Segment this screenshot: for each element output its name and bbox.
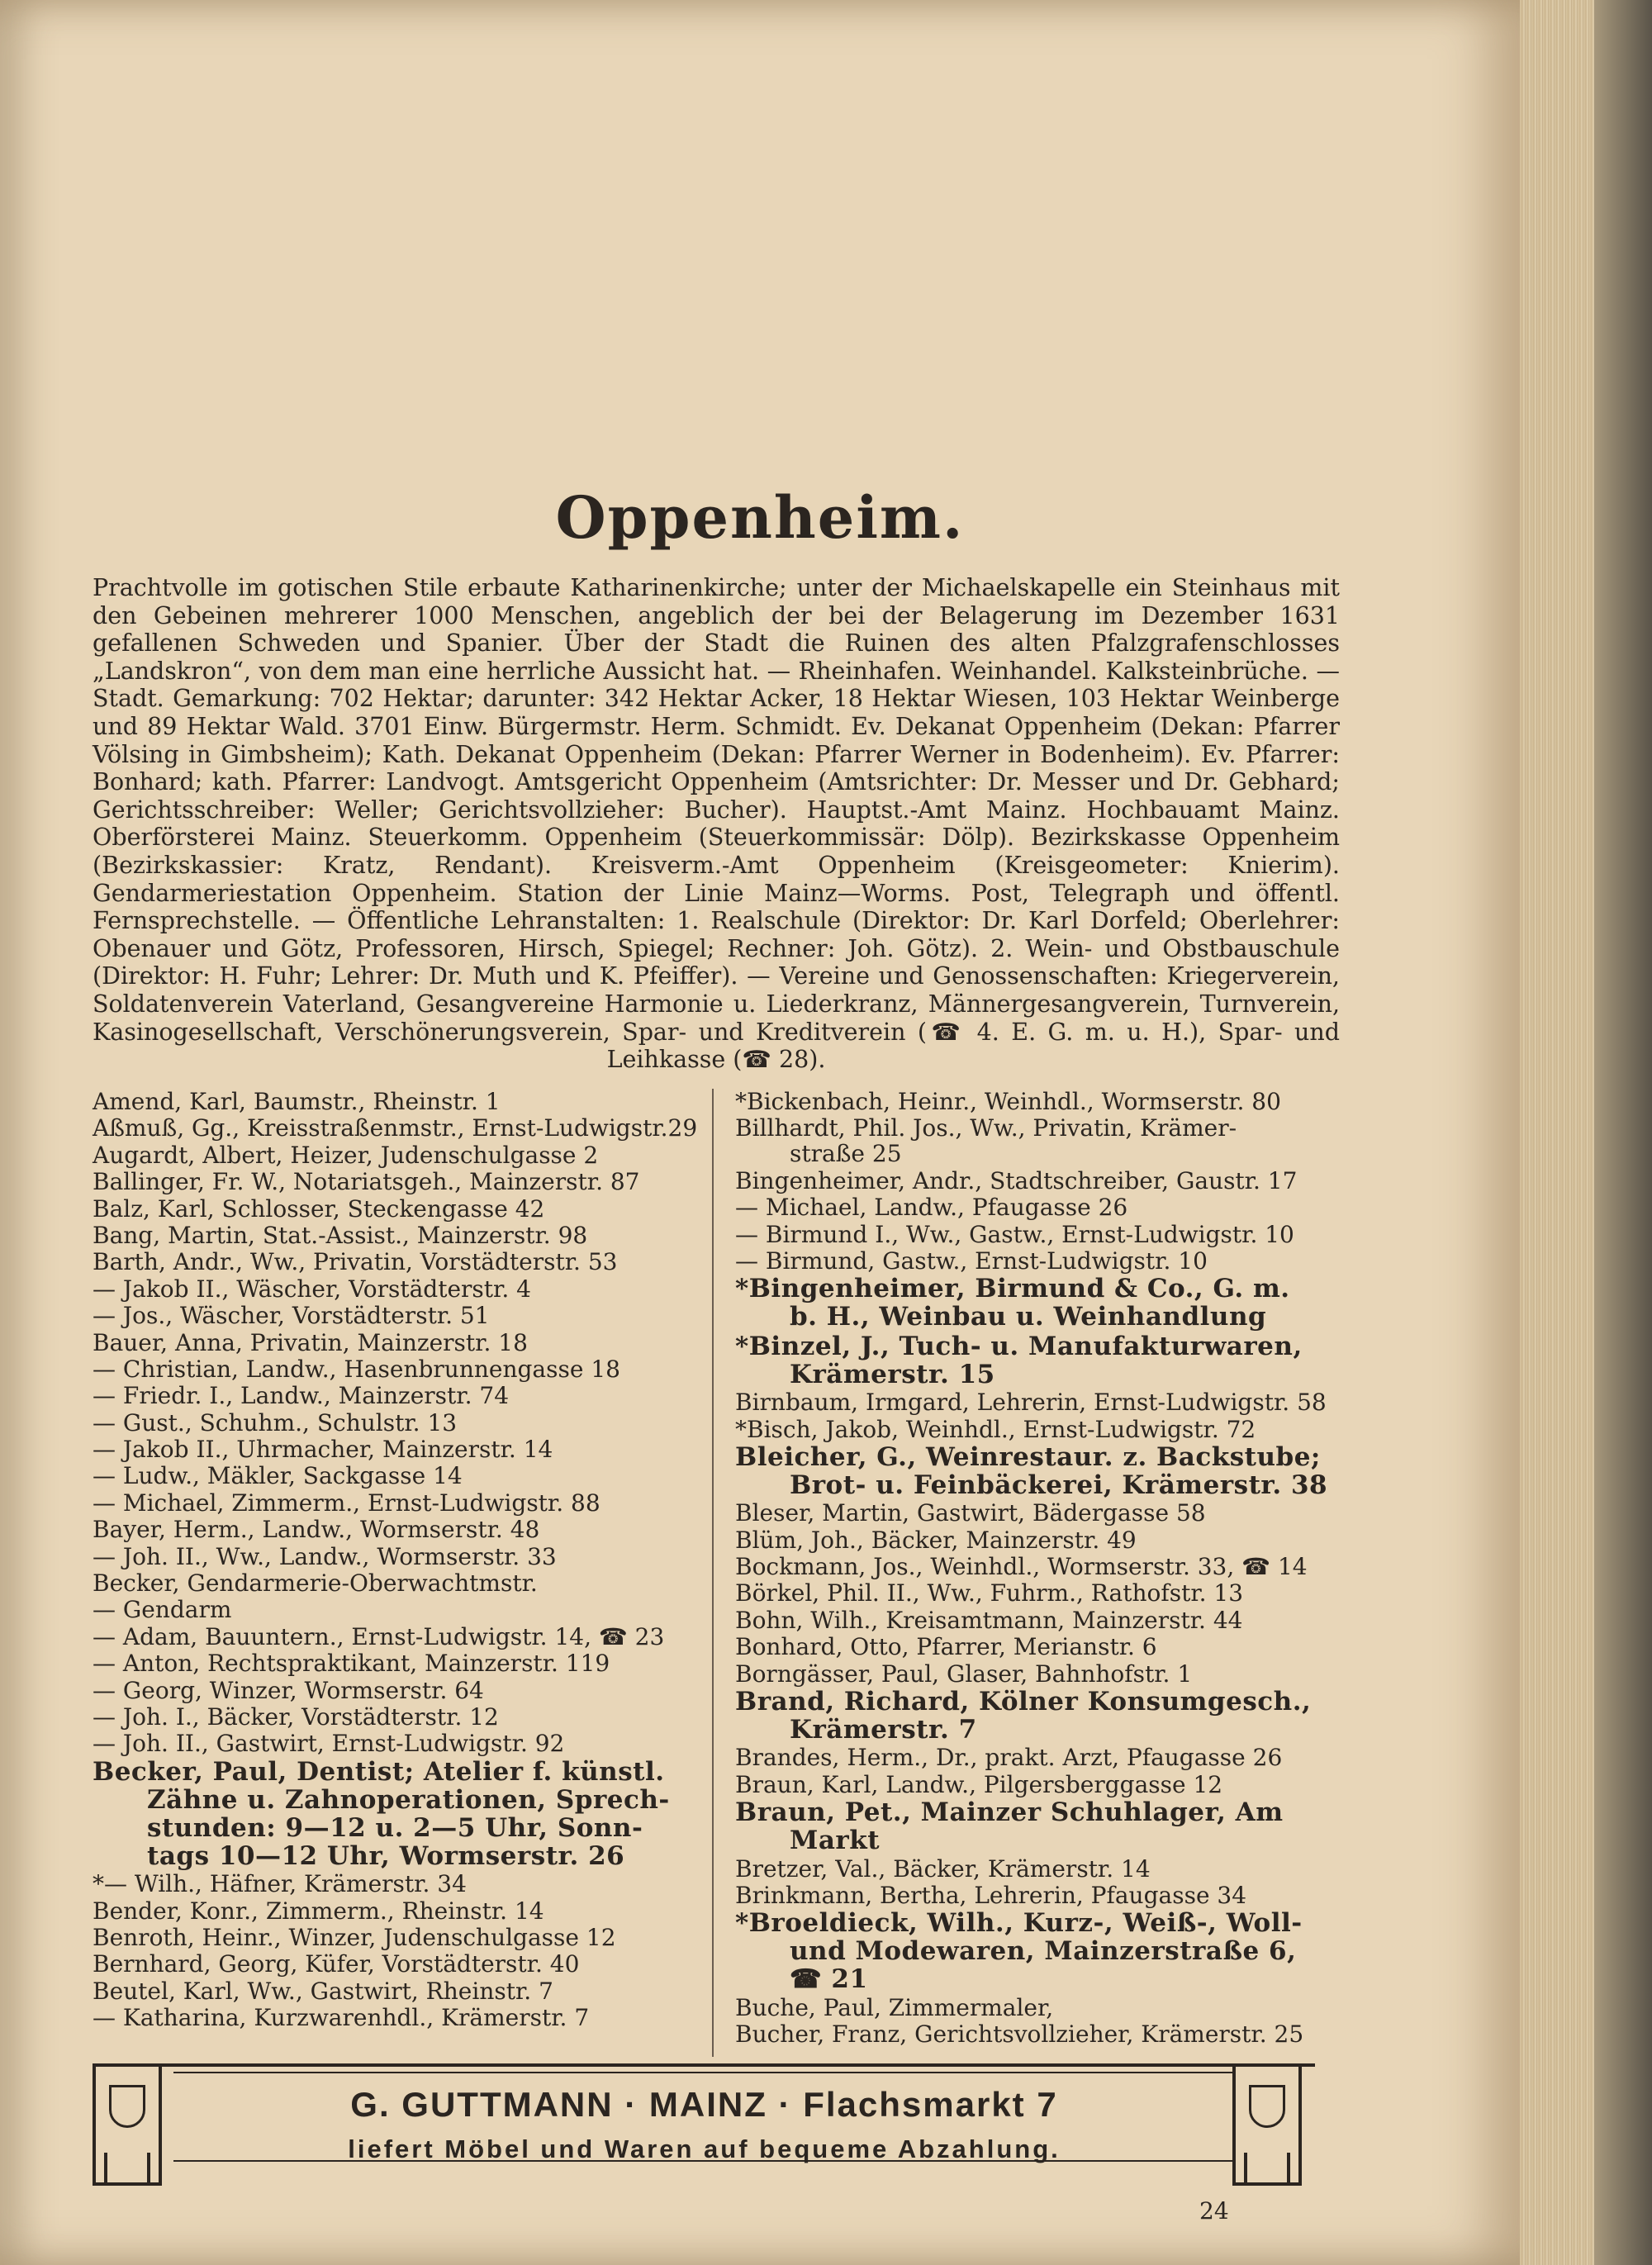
directory-ad-entry <box>735 1332 1346 1389</box>
page-title: Oppenheim. <box>555 483 965 552</box>
entry-line: — Jos., Wäscher, Vorstädterstr. 51 <box>93 1302 490 1330</box>
directory-entry <box>93 1169 704 1194</box>
directory-entry <box>735 1115 1346 1166</box>
entry-continuation: Zähne u. Zahnoperationen, Sprech- <box>147 1784 670 1815</box>
entry-continuation: und Modewaren, Mainzerstraße 6, <box>790 1936 1297 1967</box>
directory-entry <box>735 1527 1346 1553</box>
right-column <box>735 1089 1346 2049</box>
entry-line: — Anton, Rechtspraktikant, Mainzerstr. 119 <box>93 1650 610 1678</box>
directory-entry <box>93 1871 704 1897</box>
directory-entry <box>735 1995 1346 2020</box>
entry-line: Aßmuß, Gg., Kreisstraßenmstr., Ernst-Ludwigstr.29 <box>93 1114 698 1142</box>
entry-continuation: stunden: 9—12 u. 2—5 Uhr, Sonn- <box>147 1812 643 1843</box>
entry-line: Augardt, Albert, Heizer, Judenschulgasse 2 <box>93 1141 599 1169</box>
entry-line: — Ludw., Mäkler, Sackgasse 14 <box>93 1462 463 1490</box>
ad-emblem-right-icon <box>1232 2063 1302 2186</box>
page-number: 24 <box>1199 2197 1229 2225</box>
directory-entry <box>93 1410 704 1436</box>
directory-entry <box>93 1678 704 1703</box>
entry-line: Braun, Pet., Mainzer Schuhlager, Am <box>735 1797 1284 1828</box>
entry-line: Brand, Richard, Kölner Konsumgesch., <box>735 1687 1312 1717</box>
ad-emblem-left-icon <box>93 2063 162 2186</box>
directory-entry <box>735 1554 1346 1579</box>
entry-line: Bretzer, Val., Bäcker, Krämerstr. 14 <box>735 1854 1151 1883</box>
directory-entry <box>93 1898 704 1924</box>
entry-continuation: tags 10—12 Uhr, Wormserstr. 26 <box>147 1840 625 1871</box>
directory-entry <box>93 1731 704 1756</box>
entry-line: — Joh. II., Ww., Landw., Wormserstr. 33 <box>93 1542 557 1570</box>
entry-line: Bernhard, Georg, Küfer, Vorstädterstr. 40 <box>93 1950 580 1978</box>
entry-line: — Joh. II., Gastwirt, Ernst-Ludwigstr. 92 <box>93 1730 565 1758</box>
directory-entry <box>735 1417 1346 1442</box>
directory-entry <box>93 1196 704 1222</box>
entry-line: Birnbaum, Irmgard, Lehrerin, Ernst-Ludwigstr. 58 <box>735 1389 1327 1417</box>
entry-line: Bleser, Martin, Gastwirt, Bädergasse 58 <box>735 1499 1206 1527</box>
directory-entry <box>93 1597 704 1622</box>
directory-ad-entry <box>735 1688 1346 1744</box>
entry-line: — Gust., Schuhm., Schulstr. 13 <box>93 1408 458 1436</box>
directory-ad-entry <box>735 1798 1346 1854</box>
entry-line: — Joh. I., Bäcker, Vorstädterstr. 12 <box>93 1702 499 1731</box>
directory-entry <box>735 1856 1346 1882</box>
shield-icon <box>1249 2085 1285 2128</box>
directory-entry <box>93 1303 704 1328</box>
entry-line: Borngässer, Paul, Glaser, Bahnhofstr. 1 <box>735 1660 1193 1688</box>
directory-entry <box>735 1168 1346 1194</box>
entry-line: — Birmund I., Ww., Gastw., Ernst-Ludwigstr. 10 <box>735 1220 1294 1248</box>
directory-entry <box>735 1389 1346 1415</box>
directory-entry <box>93 1570 704 1596</box>
entry-line: — Friedr. I., Landw., Mainzerstr. 74 <box>93 1382 510 1410</box>
directory-entry <box>93 1650 704 1676</box>
directory-entry <box>93 1115 704 1141</box>
emblem-frame <box>1244 2153 1290 2186</box>
directory-entry <box>93 1624 704 1650</box>
directory-entry <box>735 1089 1346 1114</box>
entry-line: — Jakob II., Uhrmacher, Mainzerstr. 14 <box>93 1436 553 1464</box>
entry-line: Balz, Karl, Schlosser, Steckengasse 42 <box>93 1194 545 1223</box>
left-column <box>93 1089 704 2032</box>
ad-rule-top <box>93 2063 1315 2067</box>
entry-line: Bohn, Wilh., Kreisamtmann, Mainzerstr. 44 <box>735 1606 1243 1634</box>
directory-entry <box>93 1978 704 2004</box>
entry-line: *Binzel, J., Tuch- u. Manufakturwaren, <box>735 1331 1303 1361</box>
entry-line: Bang, Martin, Stat.-Assist., Mainzerstr. 98 <box>93 1221 588 1249</box>
entry-line: Bleicher, G., Weinrestaur. z. Backstube; <box>735 1441 1321 1472</box>
entry-line: Blüm, Joh., Bäcker, Mainzerstr. 49 <box>735 1526 1137 1554</box>
shield-icon <box>109 2085 145 2128</box>
directory-entry <box>93 1330 704 1356</box>
entry-line: Bayer, Herm., Landw., Wormserstr. 48 <box>93 1516 540 1544</box>
entry-line: — Georg, Winzer, Wormserstr. 64 <box>93 1676 484 1704</box>
directory-entry <box>93 1925 704 1950</box>
entry-line: Becker, Gendarmerie-Oberwachtmstr. <box>93 1569 538 1598</box>
entry-line: — Gendarm <box>93 1596 232 1624</box>
entry-line: — Michael, Zimmerm., Ernst-Ludwigstr. 88 <box>93 1489 601 1517</box>
column-divider <box>712 1089 714 2057</box>
directory-entry <box>735 1607 1346 1633</box>
entry-line: Braun, Karl, Landw., Pilgersberggasse 12 <box>735 1770 1223 1798</box>
entry-continuation: Brot- u. Feinbäckerei, Krämerstr. 38 <box>790 1470 1328 1500</box>
directory-entry <box>93 1517 704 1542</box>
entry-line: Beutel, Karl, Ww., Gastwirt, Rheinstr. 7 <box>93 1977 553 2005</box>
directory-entry <box>93 1223 704 1248</box>
entry-line: Becker, Paul, Dentist; Atelier f. künstl. <box>93 1756 665 1787</box>
directory-entry <box>93 1951 704 1977</box>
ad-headline: G. GUTTMANN · MAINZ · Flachsmarkt 7 <box>350 2085 1058 2124</box>
directory-ad-entry <box>735 1443 1346 1499</box>
directory-entry <box>93 1704 704 1730</box>
entry-line: Brandes, Herm., Dr., prakt. Arzt, Pfaugasse 26 <box>735 1744 1283 1772</box>
directory-entry <box>735 1194 1346 1220</box>
book-edge-shadow <box>1594 0 1652 2265</box>
entry-line: Buche, Paul, Zimmermaler, <box>735 1993 1054 2021</box>
directory-entry <box>93 1089 704 1114</box>
entry-line: — Michael, Landw., Pfaugasse 26 <box>735 1194 1128 1222</box>
entry-line: *Bingenheimer, Birmund & Co., G. m. <box>735 1274 1290 1304</box>
directory-entry <box>93 1356 704 1382</box>
entry-line: Barth, Andr., Ww., Privatin, Vorstädterstr. 53 <box>93 1248 618 1276</box>
entry-continuation: Krämerstr. 7 <box>790 1715 977 1745</box>
entry-line: Bockmann, Jos., Weinhdl., Wormserstr. 33, ☎ 14 <box>735 1553 1308 1581</box>
entry-line: *Bickenbach, Heinr., Weinhdl., Wormserstr. 80 <box>735 1088 1281 1115</box>
entry-line: Bauer, Anna, Privatin, Mainzerstr. 18 <box>93 1328 528 1356</box>
entry-continuation: ☎ 21 <box>790 1964 868 1995</box>
directory-ad-entry <box>93 1758 704 1870</box>
directory-entry <box>735 1580 1346 1606</box>
entry-line: Benroth, Heinr., Winzer, Judenschulgasse 12 <box>93 1923 616 1951</box>
emblem-frame <box>104 2153 150 2186</box>
directory-entry <box>735 1500 1346 1526</box>
entry-line: *Bisch, Jakob, Weinhdl., Ernst-Ludwigstr. 72 <box>735 1415 1256 1443</box>
directory-entry <box>735 1661 1346 1687</box>
entry-line: — Katharina, Kurzwarenhdl., Krämerstr. 7 <box>93 2004 590 2032</box>
ad-tagline: liefert Möbel und Waren auf bequeme Abzahlung. <box>348 2134 1061 2163</box>
intro-paragraph <box>93 574 1340 1074</box>
directory-entry <box>93 1383 704 1408</box>
entry-line: Bingenheimer, Andr., Stadtschreiber, Gaustr. 17 <box>735 1166 1298 1194</box>
entry-line: Ballinger, Fr. W., Notariatsgeh., Mainzerstr. 87 <box>93 1168 640 1196</box>
entry-continuation: Krämerstr. 15 <box>790 1359 995 1389</box>
entry-continuation: b. H., Weinbau u. Weinhandlung <box>790 1302 1267 1332</box>
directory-entry <box>735 1883 1346 1908</box>
entry-line: Brinkmann, Bertha, Lehrerin, Pfaugasse 34 <box>735 1881 1247 1909</box>
entry-line: Bender, Konr., Zimmerm., Rheinstr. 14 <box>93 1897 544 1925</box>
directory-entry <box>735 2021 1346 2047</box>
directory-entry <box>93 1463 704 1489</box>
directory-entry <box>735 1222 1346 1247</box>
directory-entry <box>735 1248 1346 1274</box>
ad-rule-top-inner <box>173 2072 1235 2073</box>
intro-text: Prachtvolle im gotischen Stile erbaute Katharinenkirche; unter der Michaelskapelle ein Steinhaus mit den Gebeinen mehrerer 1000 Menschen, angeblich der bei der Belagerung im Dezember 1631 gefallenen Schweden und Spanier. Über der Stadt die Ruinen des alten Pfalzgrafenschlosses „Landskron“, von dem man eine herrliche Aussicht hat. — Rheinhafen. Weinhandel. Kalksteinbrüche. — Stadt. Gemarkung: 702 Hektar; darunter: 342 Hektar Acker, 18 Hektar Wiesen, 103 Hektar Weinberge und 89 Hektar Wald. 3701 Einw. Bürgermstr. Herm. Schmidt. Ev. Dekanat Oppenheim (Dekan: Pfarrer Völsing in Gimbsheim); Kath. Dekanat Oppenheim (Dekan: Pfarrer Werner in Bodenheim). Ev. Pfarrer: Bonhard; kath. Pfarrer: Landvogt. Amtsgericht Oppenheim (Amtsrichter: Dr. Messer und Dr. Gebhard; Gerichtsschreiber: Weller; Gerichtsvollzieher: Bucher). Hauptst.-Amt Mainz. Hochbauamt Mainz. Oberförsterei Mainz. Steuerkomm. Oppenheim (Steuerkommissär: Dölp). Bezirkskasse Oppenheim (Bezirkskassier: Kratz, Rendant). Kreisverm.-Amt Oppenheim (Kreisgeometer: Knierim). Gendarmeriestation Oppenheim. Station der Linie Mainz—Worms. Post, Telegraph und öffentl. Fernsprechstelle. — Öffentliche Lehranstalten: 1. Realschule (Direktor: Dr. Karl Dorfeld; Oberlehrer: Obenauer und Götz, Professoren, Hirsch, Spiegel; Rechner: Joh. Götz). 2. Wein- und Obstbauschule (Direktor: H. Fuhr; Lehrer: Dr. Muth und K. Pfeiffer). — Vereine und Genossenschaften: Kriegerverein, Soldatenverein Vaterland, Gesangvereine Harmonie u. Liederkranz, Männergesangverein, Turnverein, Kasinogesellschaft, Verschönerungsverein, Spar- und Kreditverein (☎ 4. E. G. m. u. H.), Spar- und Leihkasse (☎ 28). <box>93 574 1340 1074</box>
entry-continuation: straße 25 <box>790 1140 902 1168</box>
entry-continuation: Markt <box>790 1826 881 1856</box>
directory-entry <box>93 1436 704 1462</box>
directory-ad-entry <box>735 1275 1346 1331</box>
entry-line: — Christian, Landw., Hasenbrunnengasse 18 <box>93 1355 620 1383</box>
entry-line: *— Wilh., Häfner, Krämerstr. 34 <box>93 1870 467 1898</box>
directory-entry <box>735 1634 1346 1660</box>
entry-line: Amend, Karl, Baumstr., Rheinstr. 1 <box>93 1088 501 1115</box>
entry-line: — Adam, Bauuntern., Ernst-Ludwigstr. 14, ☎ 23 <box>93 1622 665 1650</box>
directory-entry <box>735 1772 1346 1797</box>
directory-entry <box>93 1142 704 1168</box>
entry-line: — Jakob II., Wäscher, Vorstädterstr. 4 <box>93 1275 531 1303</box>
entry-line: Bonhard, Otto, Pfarrer, Merianstr. 6 <box>735 1633 1157 1661</box>
directory-entry <box>93 1276 704 1302</box>
directory-entry <box>93 2005 704 2030</box>
directory-entry <box>93 1249 704 1275</box>
entry-line: *Broeldieck, Wilh., Kurz-, Weiß-, Woll- <box>735 1908 1303 1939</box>
entry-line: Billhardt, Phil. Jos., Ww., Privatin, Krämer- <box>735 1114 1237 1142</box>
directory-entry <box>93 1544 704 1569</box>
entry-line: Börkel, Phil. II., Ww., Fuhrm., Rathofstr. 13 <box>735 1579 1244 1607</box>
directory-ad-entry <box>735 1909 1346 1993</box>
directory-entry <box>93 1490 704 1516</box>
entry-line: — Birmund, Gastw., Ernst-Ludwigstr. 10 <box>735 1246 1208 1275</box>
entry-line: Bucher, Franz, Gerichtsvollzieher, Krämerstr. 25 <box>735 2020 1304 2049</box>
directory-entry <box>735 1745 1346 1770</box>
